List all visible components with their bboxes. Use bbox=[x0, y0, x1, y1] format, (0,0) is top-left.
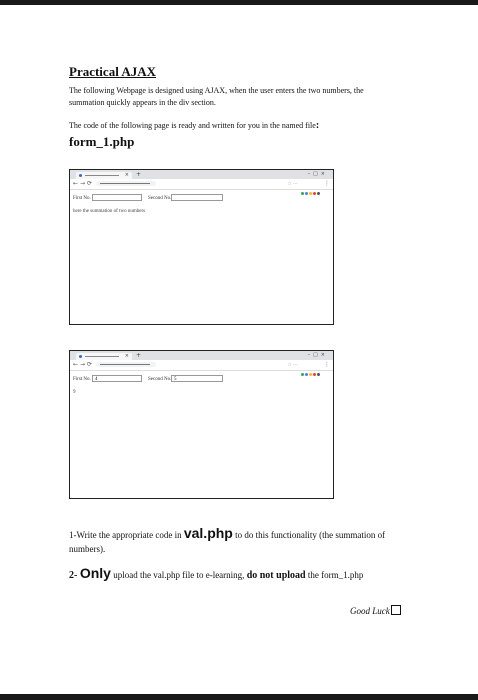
form-row bbox=[70, 193, 333, 207]
q1-file: val.php bbox=[183, 525, 233, 541]
code-note-colon: : bbox=[315, 120, 320, 131]
window-controls: –□× bbox=[307, 171, 328, 177]
browser-screenshot-empty bbox=[69, 169, 334, 325]
extension-dots bbox=[301, 182, 325, 186]
first-label: First No. bbox=[73, 377, 91, 382]
menu-icon: ⋮ bbox=[324, 180, 330, 187]
q1-prefix: 1-Write the appropriate code in bbox=[69, 530, 184, 540]
first-input: 4 bbox=[92, 375, 142, 382]
favicon-icon bbox=[79, 174, 82, 177]
tab-title-line bbox=[85, 356, 119, 357]
form-row bbox=[70, 374, 333, 388]
nav-icons: ←→⟳ bbox=[73, 361, 95, 368]
new-tab-icon: + bbox=[136, 171, 142, 178]
top-border bbox=[0, 0, 478, 5]
question-1 bbox=[69, 526, 409, 556]
tab-bar bbox=[70, 170, 333, 179]
extension-icons: ☆⋯ bbox=[287, 181, 299, 187]
bottom-border bbox=[0, 694, 478, 700]
question-2 bbox=[69, 566, 409, 583]
good-luck: Good Luck bbox=[350, 606, 390, 616]
tab-title-line bbox=[85, 175, 119, 176]
browser-toolbar bbox=[70, 179, 333, 190]
first-label: First No. bbox=[73, 196, 91, 201]
nav-icons: ←→⟳ bbox=[73, 180, 95, 187]
browser-tab bbox=[76, 172, 132, 179]
code-note-text: The code of the following page is ready and written for you in the named file bbox=[69, 121, 316, 130]
code-note bbox=[69, 120, 399, 132]
url-line bbox=[100, 364, 150, 365]
close-tab-icon: × bbox=[124, 353, 129, 359]
extension-icons: ☆⋯ bbox=[287, 362, 299, 368]
browser-tab bbox=[76, 353, 132, 360]
second-label: Second No. bbox=[148, 196, 172, 201]
extension-dots bbox=[301, 363, 325, 367]
checkbox-glyph-icon bbox=[391, 605, 401, 615]
q2-prefix: 2- bbox=[69, 570, 80, 581]
result-div: here the summation of two numbers bbox=[73, 209, 146, 214]
menu-icon: ⋮ bbox=[324, 361, 330, 368]
new-tab-icon: + bbox=[136, 352, 142, 359]
browser-toolbar bbox=[70, 360, 333, 371]
first-input bbox=[92, 194, 142, 201]
q2-only: Only bbox=[79, 565, 111, 581]
q2-suffix: the form_1.php bbox=[305, 570, 364, 580]
second-input bbox=[171, 194, 223, 201]
url-line bbox=[100, 183, 150, 184]
result-div: 9 bbox=[73, 390, 76, 395]
intro-paragraph: The following Webpage is designed using AJAX, when the user enters the two numbers, the summation quickly appears in the div section. bbox=[69, 86, 364, 107]
second-input: 5 bbox=[171, 375, 223, 382]
window-controls: –□× bbox=[307, 352, 328, 358]
favicon-icon bbox=[79, 355, 82, 358]
q2-mid: upload the val.php file to e-learning, bbox=[110, 570, 247, 580]
q1-suffix: to do this functionality (the summation of numbers). bbox=[69, 530, 386, 554]
closing-text bbox=[350, 605, 401, 616]
address-bar bbox=[96, 362, 156, 367]
second-label: Second No. bbox=[148, 377, 172, 382]
address-bar bbox=[96, 181, 156, 186]
page-title: Practical AJAX bbox=[69, 64, 157, 79]
browser-screenshot-filled bbox=[69, 350, 334, 499]
close-tab-icon: × bbox=[124, 172, 129, 178]
tab-bar bbox=[70, 351, 333, 360]
filename: form_1.php bbox=[69, 134, 135, 149]
q2-donot: do not upload bbox=[246, 570, 306, 581]
